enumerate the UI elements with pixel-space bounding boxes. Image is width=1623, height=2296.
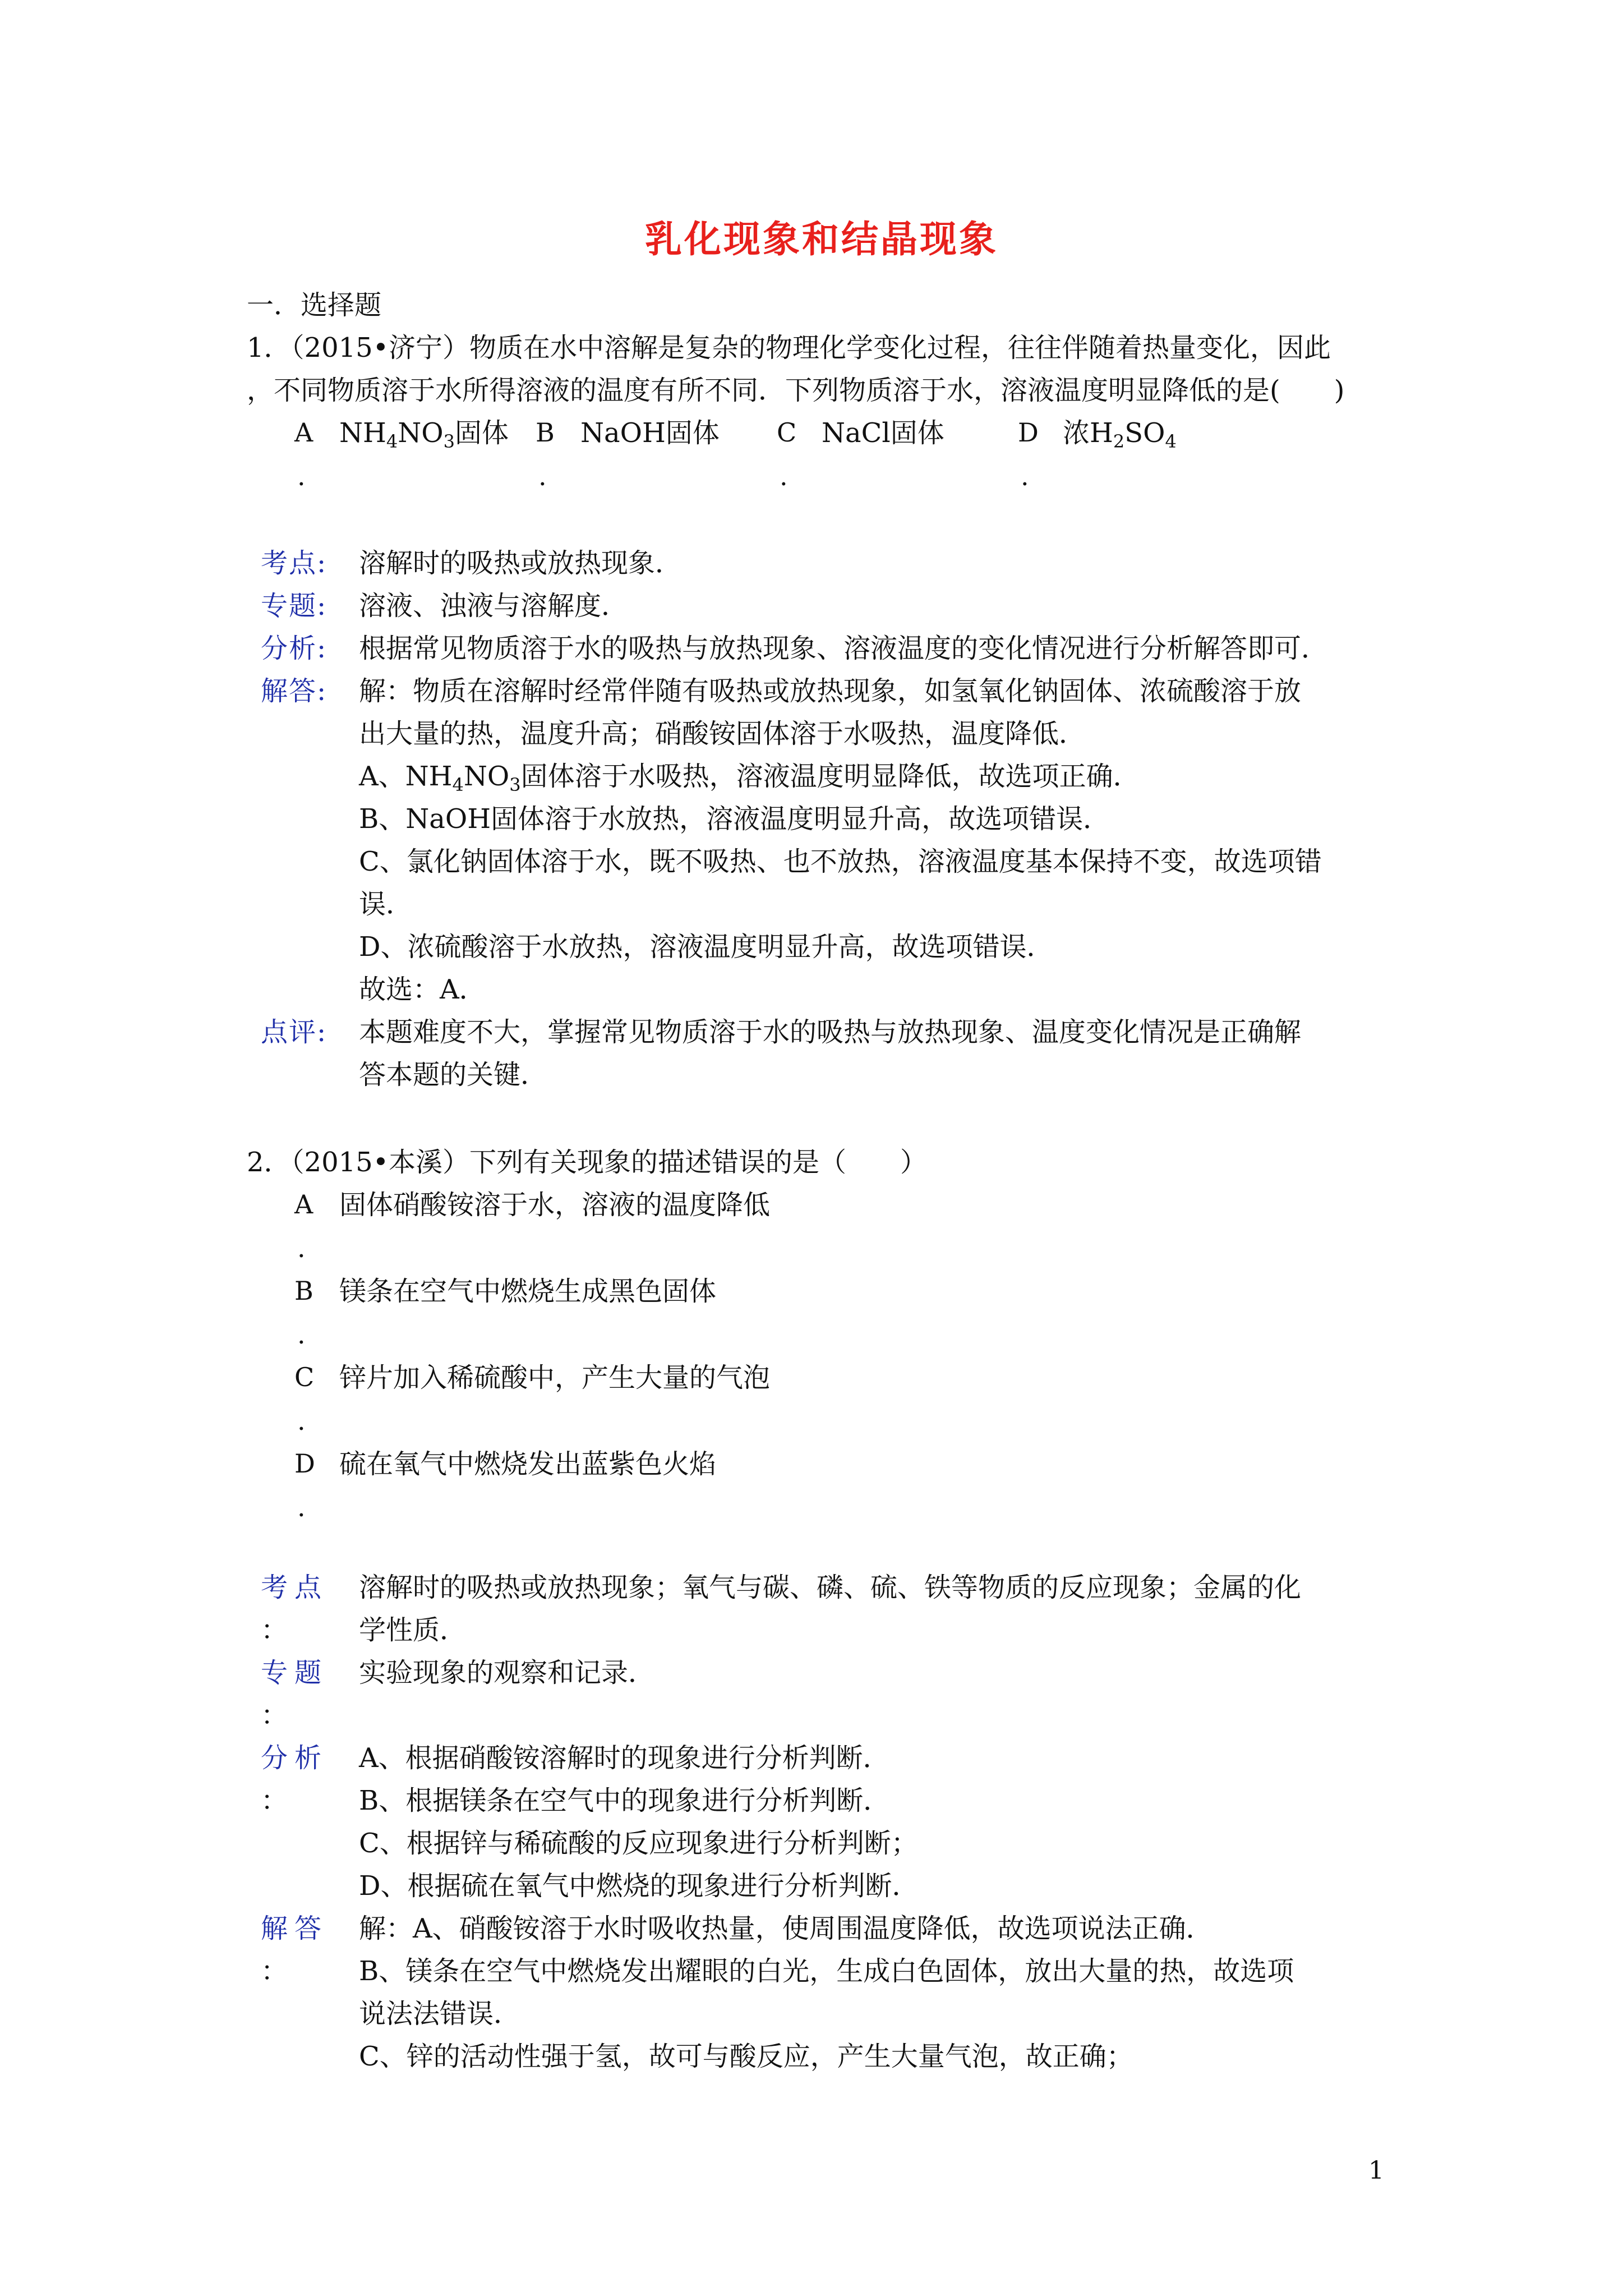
q2-jieda-line4: C、锌的活动性强于氢，故可与酸反应，产生大量气泡，故正确； [359,2041,1133,2072]
q2-option-b-text: 镁条在空气中燃烧生成黑色固体 [339,1276,717,1307]
q1-option-d-dot: . [1021,461,1029,491]
q2-option-a-dot: . [297,1233,306,1263]
q1-stem-line2: ，不同物质溶于水所得溶液的温度有所不同．下列物质溶于水，溶液温度明显降低的是( ) [247,375,1345,406]
q2-zhuanti-label: 专题 [261,1657,329,1688]
q1-option-a-letter: A [294,417,313,448]
q2-option-d-letter: D [294,1448,315,1479]
q1-option-a-dot: . [297,461,306,491]
q1-option-a-text: $NH_4NO_3$固体 [339,417,509,452]
q1-jieda-line8: 故选：A． [359,974,486,1005]
q2-kaodian-line1: 溶解时的吸热或放热现象；氧气与碳、磷、硫、铁等物质的反应现象；金属的化 [359,1572,1302,1603]
q2-fenxi-line2: B、根据镁条在空气中的现象进行分析判断． [359,1785,891,1816]
q2-option-d-dot: . [297,1492,306,1522]
q1-option-c-letter: C [777,417,797,448]
q1-option-d-text: 浓$H_2SO_4$ [1063,417,1177,452]
q1-jieda-label: 解答: [261,675,328,707]
q1-option-b-dot: . [538,461,547,491]
q1-zhuanti-label: 专题: [261,590,328,622]
section-heading: 一．选择题 [247,289,382,321]
q2-stem: 2．（2015•本溪）下列有关现象的描述错误的是（ ） [247,1147,928,1178]
q1-kaodian-text: 溶解时的吸热或放热现象． [359,547,683,579]
q1-option-b-text: NaOH固体 [580,417,720,449]
q2-kaodian-line2: 学性质． [359,1614,467,1646]
q1-fenxi-label: 分析: [261,633,328,664]
q2-zhuanti-colon: ： [261,1700,288,1731]
q1-jieda-line1: 解：物质在溶解时经常伴随有吸热或放热现象，如氢氧化钠固体、浓硫酸溶于放 [359,675,1302,707]
q1-option-d-letter: D [1018,417,1039,448]
q2-jieda-line2: B、镁条在空气中燃烧发出耀眼的白光，生成白色固体，放出大量的热，故选项 [359,1955,1294,1987]
q1-dianping-line1: 本题难度不大，掌握常见物质溶于水的吸热与放热现象、温度变化情况是正确解 [359,1016,1302,1048]
q2-option-d-text: 硫在氧气中燃烧发出蓝紫色火焰 [339,1448,717,1480]
q2-jieda-line3: 说法法错误． [359,1998,521,2030]
q2-fenxi-colon: ： [261,1785,288,1816]
q2-option-b-letter: B [294,1276,313,1306]
q2-fenxi-line3: C、根据锌与稀硫酸的反应现象进行分析判断； [359,1828,918,1859]
q1-jieda-line4: B、NaOH固体溶于水放热，溶液温度明显升高，故选项错误． [359,803,1110,835]
q2-option-a-text: 固体硝酸铵溶于水，溶液的温度降低 [339,1189,771,1221]
q2-option-c-text: 锌片加入稀硫酸中，产生大量的气泡 [339,1362,771,1393]
q1-dianping-label: 点评: [261,1016,328,1048]
q1-dianping-line2: 答本题的关键． [359,1059,548,1091]
q2-option-c-letter: C [294,1362,315,1392]
q1-option-c-dot: . [780,461,788,491]
q2-kaodian-label: 考点 [261,1572,329,1603]
q1-zhuanti-text: 溶液、浊液与溶解度． [359,590,629,622]
q2-option-c-dot: . [297,1406,306,1436]
q1-stem-line1: 1．（2015•济宁）物质在水中溶解是复杂的物理化学变化过程，往往伴随着热量变化，因此 [247,332,1331,364]
q1-jieda-line2: 出大量的热，温度升高；硝酸铵固体溶于水吸热，温度降低． [359,718,1086,749]
q2-option-b-dot: . [297,1319,306,1350]
q1-fenxi-text: 根据常见物质溶于水的吸热与放热现象、溶液温度的变化情况进行分析解答即可． [359,633,1329,664]
q1-kaodian-label: 考点: [261,547,328,579]
q2-jieda-colon: ： [261,1955,288,1987]
page-title: 乳化现象和结晶现象 [645,217,998,261]
q2-jieda-line1: 解：A、硝酸铵溶于水时吸收热量，使周围温度降低，故选项说法正确． [359,1913,1213,1944]
page-number: 1 [1368,2156,1384,2185]
q2-kaodian-colon: ： [261,1614,288,1646]
q1-jieda-line7: D、浓硫酸溶于水放热，溶液温度明显升高，故选项错误． [359,931,1054,963]
q2-option-a-letter: A [294,1189,313,1220]
q2-fenxi-label: 分析 [261,1742,329,1774]
q1-jieda-line3: A、$NH_4NO_3$固体溶于水吸热，溶液温度明显降低，故选项正确． [359,761,1140,795]
q1-jieda-line5: C、氯化钠固体溶于水，既不吸热、也不放热，溶液温度基本保持不变，故选项错 [359,846,1322,877]
q2-fenxi-line1: A、根据硝酸铵溶解时的现象进行分析判断． [359,1742,890,1774]
q2-zhuanti-text: 实验现象的观察和记录． [359,1657,656,1688]
q1-option-b-letter: B [536,417,555,448]
q2-fenxi-line4: D、根据硫在氧气中燃烧的现象进行分析判断． [359,1870,919,1902]
q1-option-c-text: NaCl固体 [822,417,944,449]
q1-jieda-line6: 误． [359,889,413,920]
q2-jieda-label: 解答 [261,1913,329,1944]
